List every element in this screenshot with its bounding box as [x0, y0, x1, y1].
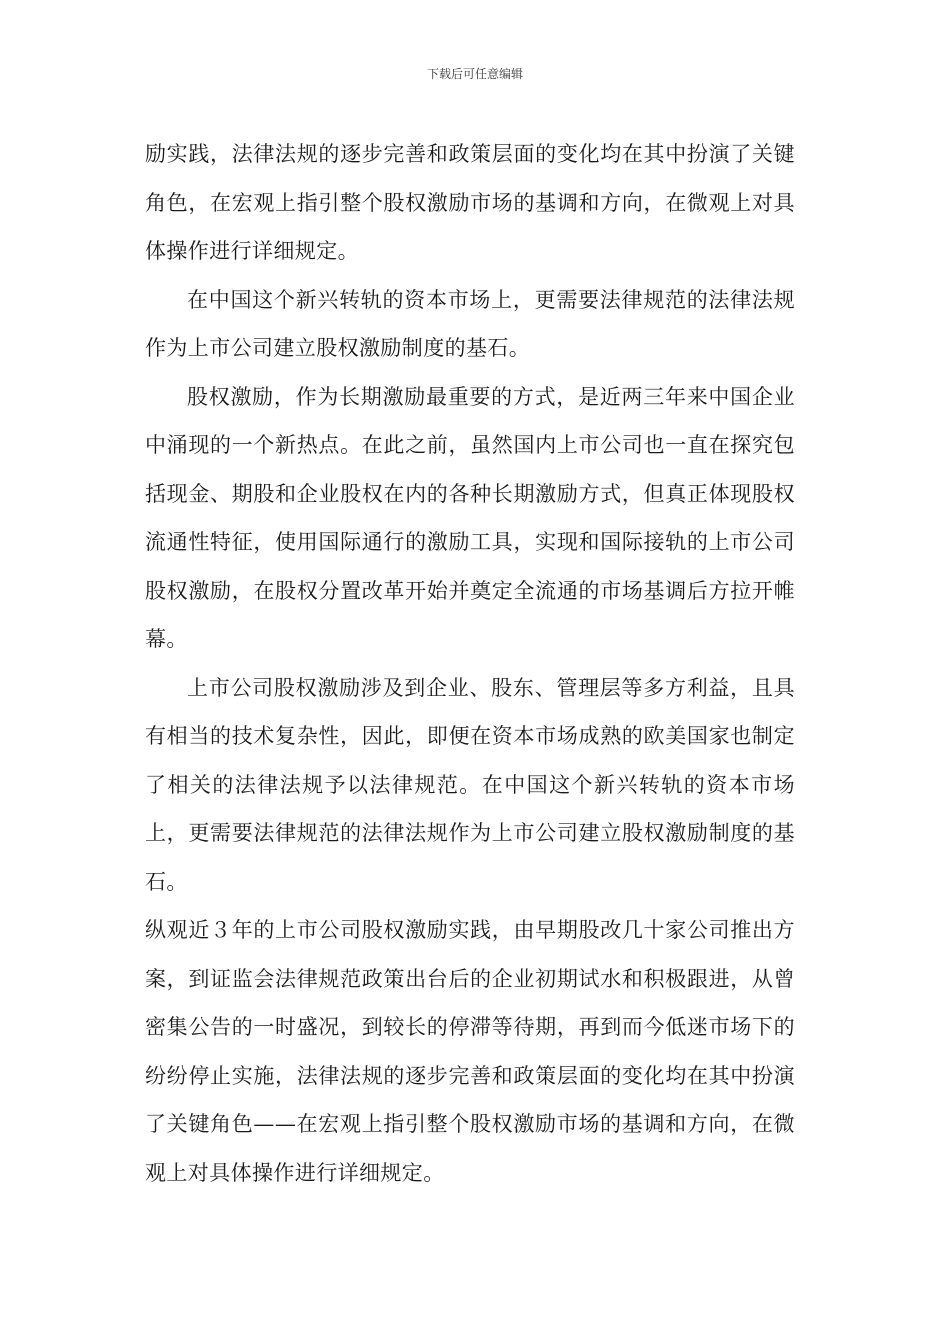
- page-header: 下载后可任意编辑: [426, 67, 523, 81]
- document-body: [145, 130, 795, 1197]
- paragraph-continuation: 励实践，法律法规的逐步完善和政策层面的变化均在其中扮演了关键角色，在宏观上指引整个股权激励市场的基调和方向，在微观上对具体操作进行详细规定。: [145, 142, 795, 263]
- paragraph: 上市公司股权激励涉及到企业、股东、管理层等多方利益，且具有相当的技术复杂性，因此，即便在资本市场成熟的欧美国家也制定了相关的法律法规予以法律规范。在中国这个新兴转轨的资本市场上，更需要法律规范的法律法规作为上市公司建立股权激励制度的基石。: [145, 675, 795, 894]
- paragraph: 股权激励，作为长期激励最重要的方式，是近两三年来中国企业中涌现的一个新热点。在此之前，虽然国内上市公司也一直在探究包括现金、期股和企业股权在内的各种长期激励方式，但真正体现股权流通性特征，使用国际通行的激励工具，实现和国际接轨的上市公司股权激励，在股权分置改革开始并奠定全流通的市场基调后方拉开帷幕。: [145, 384, 795, 651]
- paragraph: 纵观近３年的上市公司股权激励实践，由早期股改几十家公司推出方案，到证监会法律规范政策出台后的企业初期试水和积极跟进，从曾密集公告的一时盛况，到较长的停滞等待期，再到而今低迷市场下的纷纷停止实施，法律法规的逐步完善和政策层面的变化均在其中扮演了关键角色——在宏观上指引整个股权激励市场的基调和方向，在微观上对具体操作进行详细规定。: [145, 918, 795, 1185]
- paragraph: 在中国这个新兴转轨的资本市场上，更需要法律规范的法律法规作为上市公司建立股权激励制度的基石。: [145, 287, 795, 360]
